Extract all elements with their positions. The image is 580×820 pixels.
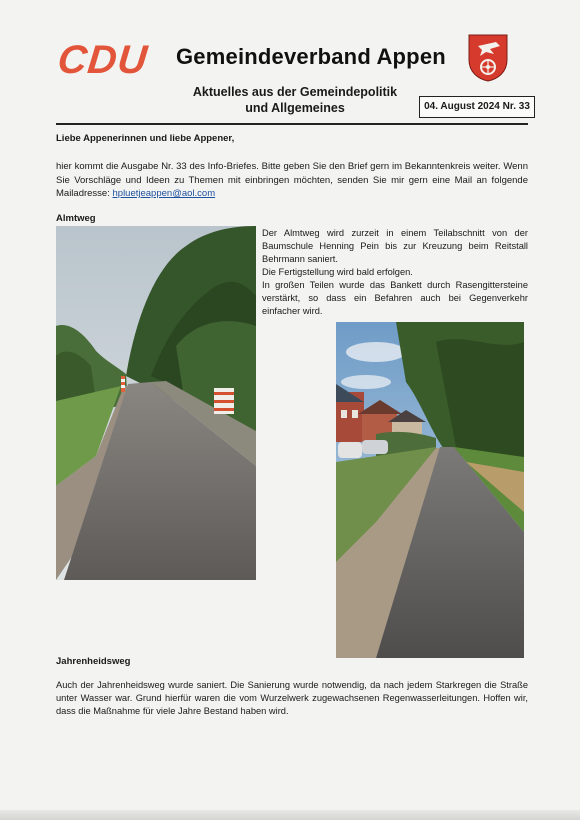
jahrenheidsweg-text: Auch der Jahrenheidsweg wurde saniert. Die Sanierung wurde notwendig, da nach jedem Starkregen die Straße unter Wasser war. Grund hierfür waren die vom Wurzelwerk zugewachsenen Regenwasserleitungen. Hoffen wir, dass die Maßnahme für viele Jahre Bestand haben wird. [56,680,528,716]
newsletter-subtitle [180,84,410,116]
almtweg-text [262,227,528,318]
page-title: Gemeindeverband Appen [176,44,446,69]
email-link[interactable]: hpluetjeappen@aol.com [112,188,216,199]
photo-almtweg-road [56,226,256,580]
subtitle-line-2: und Allgemeines [245,101,345,115]
intro-paragraph [56,160,528,201]
almtweg-paragraph-2: Die Fertigstellung wird bald erfolgen. [262,267,413,277]
header-divider [56,123,528,125]
subtitle-line-1: Aktuelles aus der Gemeindepolitik [192,85,398,99]
almtweg-paragraph-3: In großen Teilen wurde das Bankett durch Rasengittersteine verstärkt, so dass ein Befahren auch bei Gegenverkehr einfacher wird. [262,280,528,316]
coat-of-arms-icon [468,34,508,82]
intro-text: hier kommt die Ausgabe Nr. 33 des Info-Briefes. Bitte geben Sie den Brief gern im Bekanntenkreis weiter. Wenn Sie Vorschläge und Ideen zu Themen mit einbringen möchten, senden Sie mir gern eine Mail an folgende Mailadresse: [56,161,528,199]
section-heading-jahrenheidsweg: Jahrenheidsweg [56,656,131,667]
issue-date-box: 04. August 2024 Nr. 33 [419,96,535,118]
scan-bottom-edge [0,810,580,820]
section-heading-almtweg: Almtweg [56,213,96,224]
cdu-logo: CDU [55,38,150,82]
almtweg-paragraph-1: Der Almtweg wird zurzeit in einem Teilabschnitt von der Baumschule Henning Pein bis zur Kreuzung beim Reitstall Behrmann saniert. [262,228,528,264]
photo-jahrenheidsweg-road [336,322,524,658]
salutation: Liebe Appenerinnen und liebe Appener, [56,133,235,144]
